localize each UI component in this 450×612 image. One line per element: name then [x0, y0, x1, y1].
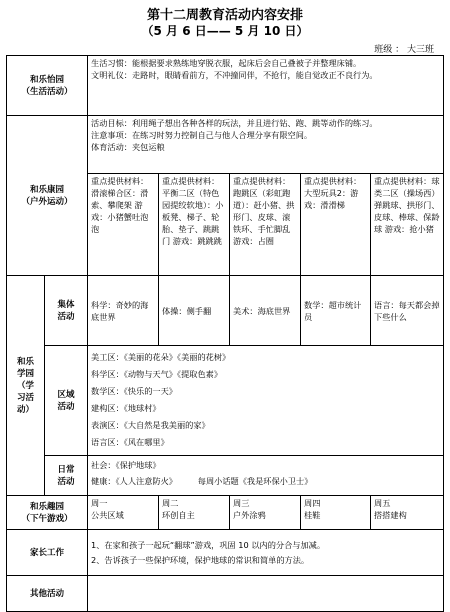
row-daily — [7, 456, 444, 496]
afternoon-day: 周四 桂鞋 — [301, 496, 371, 530]
row-life — [7, 56, 444, 116]
parents-content: 1、在家和孩子一起玩“翻球”游戏，巩固 10 以内的分合与加减。 2、告诉孩子一些保护环境，保护地球的常识和简单的方法。 — [88, 530, 444, 576]
outdoor-zone-2: 重点提供材料：平衡二区（特色园提绞软地）：小板凳、梯子、轮胎、垫子、跳跳门 游戏：跳跳跳 — [159, 174, 230, 276]
collective-label: 集体 活动 — [45, 276, 88, 346]
outdoor-zone-4: 重点提供材料：大型玩具2：游戏：滑滑梯 — [301, 174, 371, 276]
collective-item: 科学：奇妙的海底世界 — [88, 276, 159, 346]
schedule-table — [6, 55, 444, 612]
collective-item: 语言：每天都会掉下些什么 — [371, 276, 444, 346]
outdoor-zone-3: 重点提供材料：跑跳区（彩虹跑道）：赶小猪、拱形门、皮球、滚铁环、手忙脚乱 游戏：占圈 — [230, 174, 301, 276]
afternoon-day: 周一 公共区域 — [88, 496, 159, 530]
afternoon-day: 周三 户外涂鸦 — [230, 496, 301, 530]
collective-item: 美术：海底世界 — [230, 276, 301, 346]
outdoor-zone-1: 重点提供材料：滑滚梯合区：滑索、攀爬架 游戏：小猪蟹吐泡泡 — [88, 174, 159, 276]
life-content — [88, 56, 444, 116]
other-label: 其他活动 — [7, 576, 88, 612]
area-label: 区域 活动 — [45, 346, 88, 456]
life-line: 文明礼仪：走路时，眼睛看前方，不冲撞同伴，不抢行，能自觉改正不良行为。 — [91, 70, 378, 80]
daily-label: 日常 活动 — [45, 456, 88, 496]
class-label: 班级 ： 大三班 — [374, 45, 434, 55]
parents-label: 家长工作 — [7, 530, 88, 576]
life-line: 生活习惯：能根据要求熟练地穿脱衣服，起床后会自己叠被子并整理床铺。 — [91, 58, 362, 68]
collective-item: 数学：超市统计员 — [301, 276, 371, 346]
life-label: 和乐怡园 （生活活动） — [7, 56, 88, 116]
row-other — [7, 576, 444, 612]
afternoon-day: 周五 搭搭建构 — [371, 496, 444, 530]
afternoon-day: 周二 环创自主 — [159, 496, 230, 530]
afternoon-label: 和乐趣园 （下午游戏） — [7, 496, 88, 530]
outdoor-zone-5: 重点提供材料：球类二区（操场西）弹跳球、拱形门、皮球、棒球、保龄球 游戏：抢小猪 — [371, 174, 444, 276]
row-afternoon — [7, 496, 444, 530]
outdoor-label: 和乐康园 （户外运动） — [7, 116, 88, 276]
collective-item: 体操：侧手翻 — [159, 276, 230, 346]
other-content — [88, 576, 444, 612]
row-area — [7, 346, 444, 456]
row-collective — [7, 276, 444, 346]
outdoor-goals: 活动目标：利用绳子想出各种各样的玩法，并且进行钻、跑、跳等动作的练习。 注意事项：在练习时努力控制自己与他人合理分享有限空间。 体育活动：夹包运粮 — [88, 116, 444, 174]
page-title: 第十二周教育活动内容安排 — [146, 8, 303, 23]
date-range: （5 月 6 日—— 5 月 10 日） — [141, 24, 309, 38]
row-parents — [7, 530, 444, 576]
area-content: 美工区：《美丽的花朵》《美丽的花树》 科学区：《动物与天气》《提取色素》 数学区：《快乐的一天》 建构区：《地球村》 表演区：《大自然是我美丽的家》 语言区：《风在哪里》 — [88, 346, 444, 456]
row-outdoor-goals — [7, 116, 444, 174]
daily-content: 社会：《保护地球》 健康：《人人注意防火》 每周小话题《我是环保小卫士》 — [88, 456, 444, 496]
learn-label: 和乐 学园 （学 习活 动） — [7, 276, 45, 496]
